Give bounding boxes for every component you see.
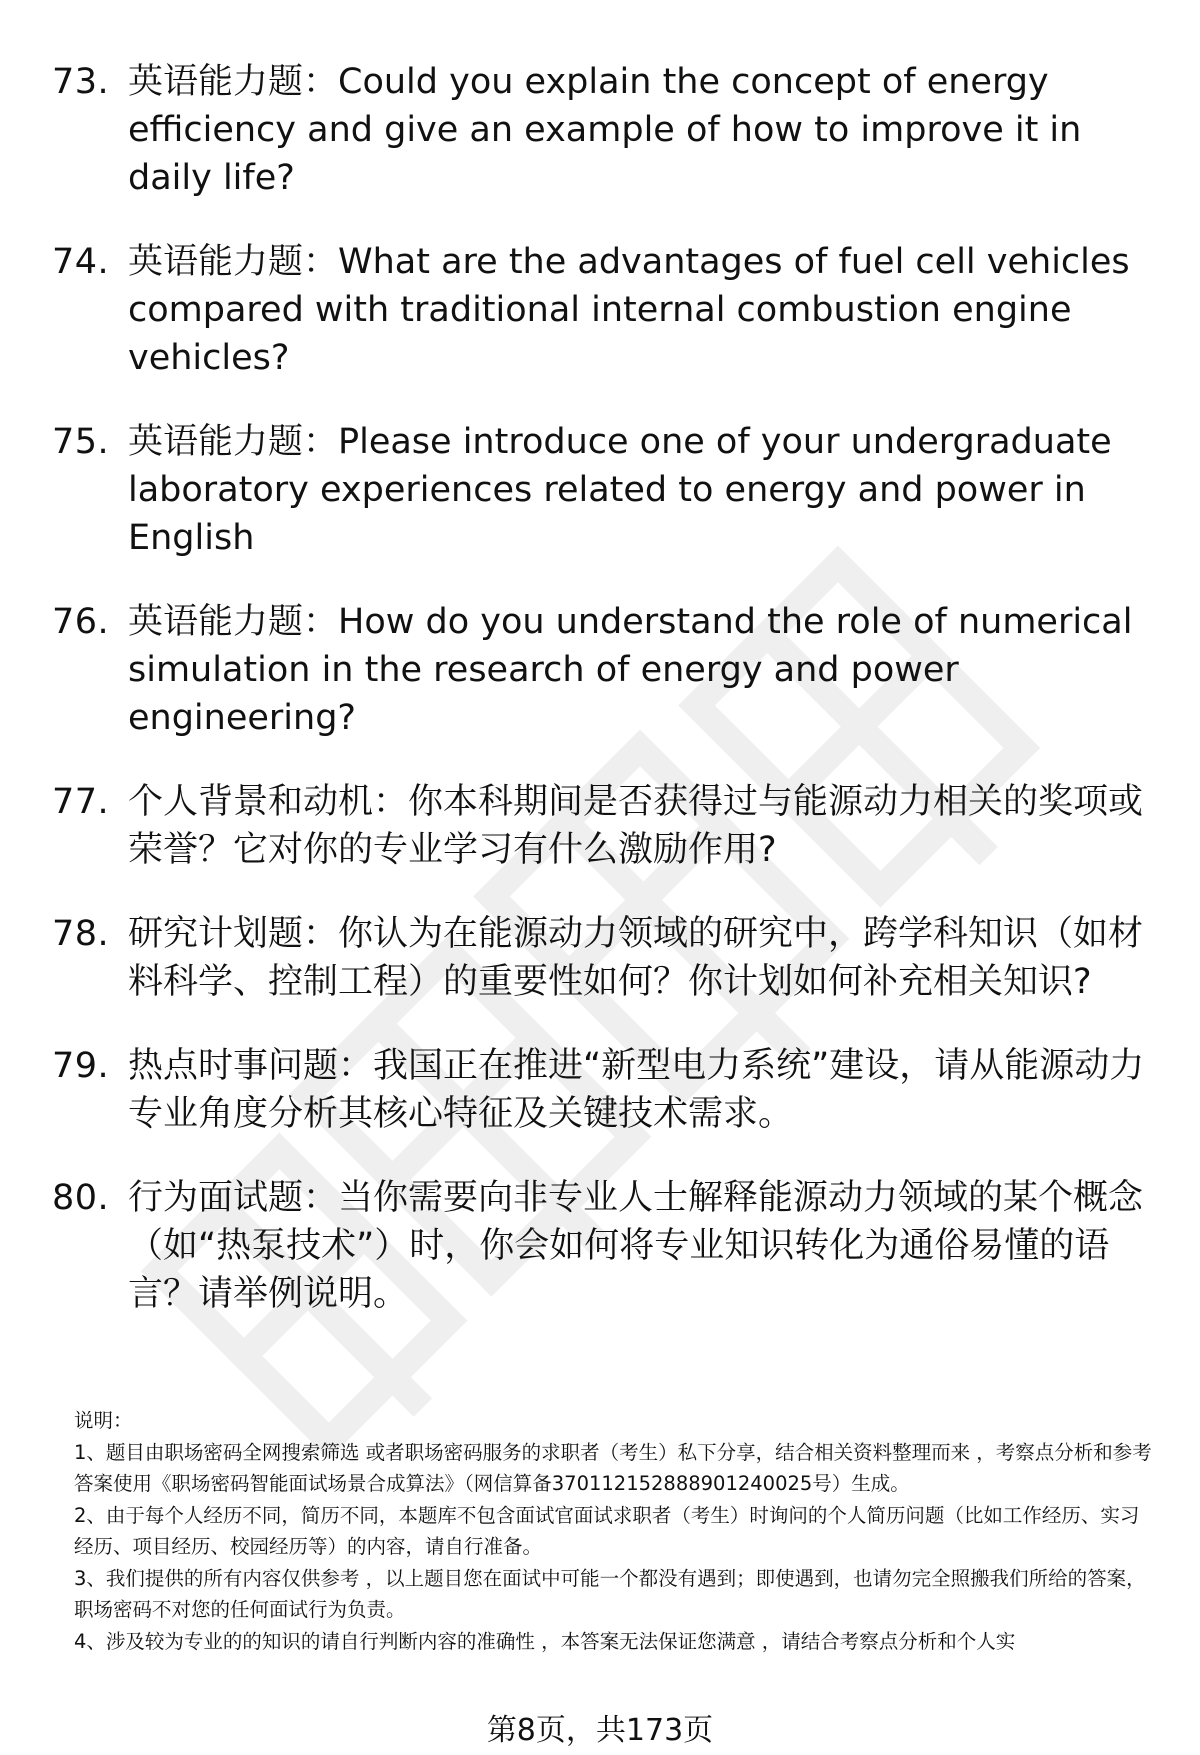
notes-section bbox=[74, 1405, 1156, 1657]
question-number: 75. bbox=[52, 422, 110, 462]
question-text: 行为面试题：当你需要向非专业人士解释能源动力领域的某个概念（如“热泵技术”）时，你会如何将专业知识转化为通俗易懂的语言？请举例说明。 bbox=[128, 1178, 1144, 1314]
note-item: 3、我们提供的所有内容仅供参考 ，以上题目您在面试中可能一个都没有遇到；即使遇到，也请勿完全照搬我们所给的答案，职场密码不对您的任何面试行为负责。 bbox=[74, 1566, 1146, 1621]
question-item bbox=[52, 238, 1162, 382]
question-item bbox=[52, 778, 1162, 874]
note-item: 4、涉及较为专业的的知识的请自行判断内容的准确性 ，本答案无法保证您满意 ，请结合考察点分析和个人实 bbox=[74, 1629, 1016, 1653]
question-number: 79. bbox=[52, 1046, 110, 1086]
page-number: 第8页，共173页 bbox=[486, 1713, 714, 1748]
question-text: 英语能力题：Please introduce one of your undergraduate laboratory experiences related to energy and power in English bbox=[128, 422, 1112, 558]
question-text: 热点时事问题：我国正在推进“新型电力系统”建设，请从能源动力专业角度分析其核心特征及关键技术需求。 bbox=[128, 1046, 1145, 1134]
question-text: 研究计划题：你认为在能源动力领域的研究中，跨学科知识（如材料科学、控制工程）的重要性如何？你计划如何补充相关知识? bbox=[128, 914, 1144, 1002]
question-item bbox=[52, 598, 1162, 742]
question-item bbox=[52, 418, 1162, 562]
note-item: 1、题目由职场密码全网搜索筛选 或者职场密码服务的求职者（考生）私下分享，结合相关资料整理而来 ，考察点分析和参考答案使用《职场密码智能面试场景合成算法》（网信算备370112152888901240025号）生成。 bbox=[74, 1440, 1152, 1495]
question-number: 73. bbox=[52, 62, 110, 102]
question-number: 74. bbox=[52, 242, 110, 282]
question-number: 77. bbox=[52, 782, 110, 822]
note-item: 2、由于每个人经历不同，简历不同，本题库不包含面试官面试求职者（考生）时询问的个人简历问题（比如工作经历、实习经历、项目经历、校园经历等）的内容，请自行准备。 bbox=[74, 1503, 1140, 1558]
question-text: 个人背景和动机：你本科期间是否获得过与能源动力相关的奖项或荣誉？它对你的专业学习有什么激励作用? bbox=[128, 782, 1144, 870]
notes-title: 说明： bbox=[74, 1409, 133, 1432]
question-number: 80. bbox=[52, 1178, 110, 1218]
question-number: 76. bbox=[52, 602, 110, 642]
question-text: 英语能力题：What are the advantages of fuel cell vehicles compared with traditional internal combustion engine vehicles? bbox=[128, 242, 1130, 378]
question-item bbox=[52, 58, 1162, 202]
question-text: 英语能力题：How do you understand the role of numerical simulation in the research of energy and power engineering? bbox=[128, 602, 1133, 738]
question-number: 78. bbox=[52, 914, 110, 954]
question-list bbox=[52, 58, 1162, 1354]
question-item bbox=[52, 1174, 1162, 1318]
question-item bbox=[52, 1042, 1162, 1138]
question-text: 英语能力题：Could you explain the concept of energy efficiency and give an example of how to improve it in daily life? bbox=[128, 62, 1082, 198]
question-item bbox=[52, 910, 1162, 1006]
